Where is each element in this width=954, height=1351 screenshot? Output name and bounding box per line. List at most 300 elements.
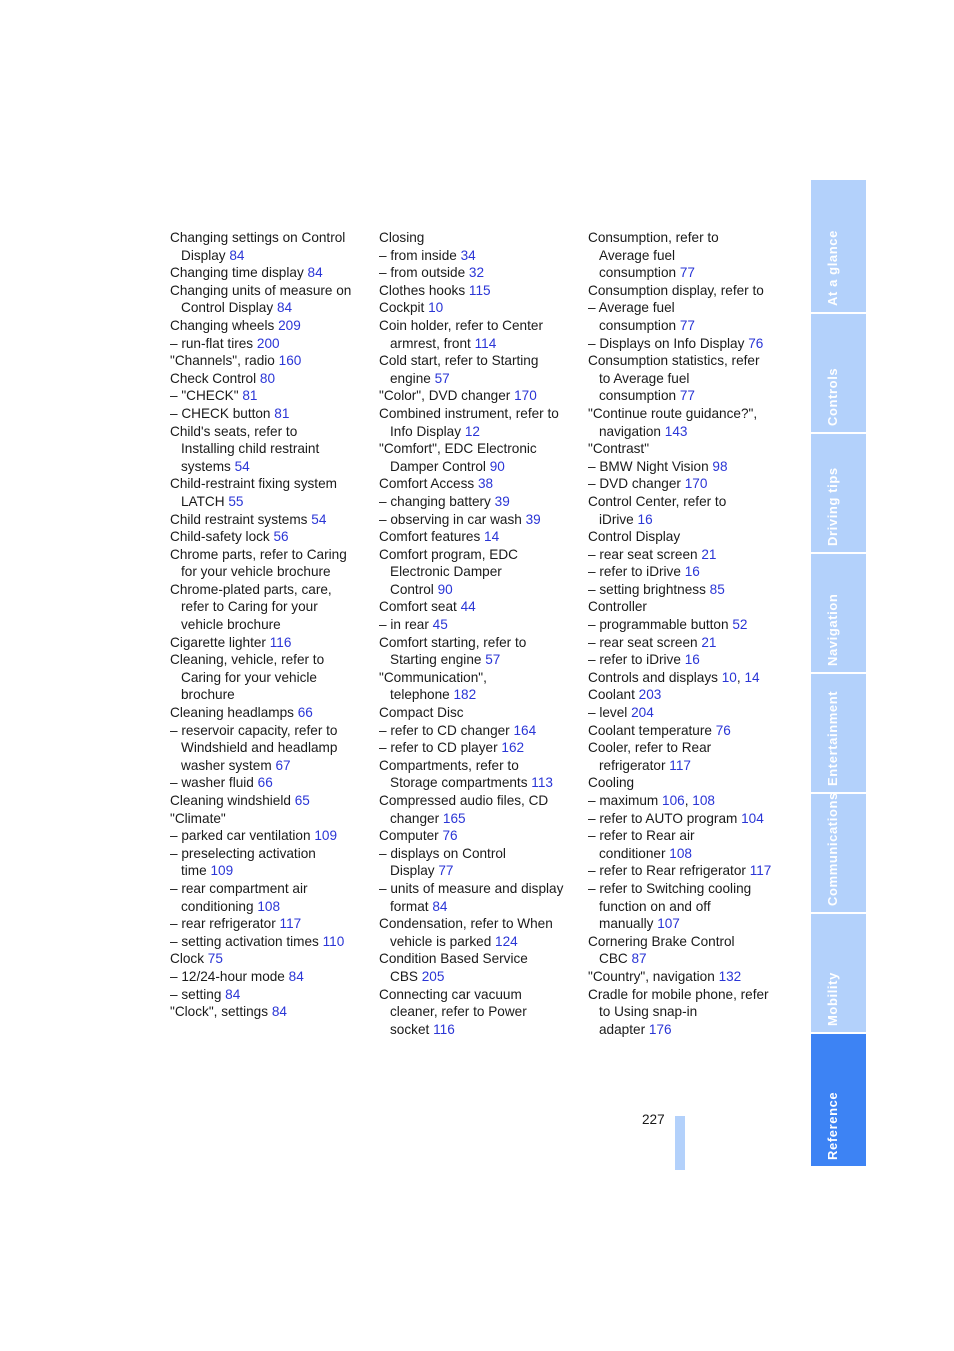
index-entry-line (379, 651, 579, 669)
index-column (379, 229, 579, 1038)
index-entry-line (379, 898, 579, 916)
page-link[interactable]: 114 (474, 335, 497, 351)
page-link[interactable]: 84 (432, 898, 448, 914)
page-link[interactable]: 44 (460, 599, 476, 615)
page-link[interactable]: 84 (225, 986, 241, 1002)
index-entry-line (379, 933, 579, 951)
index-entry-line (170, 511, 370, 529)
index-column (170, 229, 370, 1021)
index-entry-line (379, 493, 579, 511)
page-link[interactable]: 109 (314, 828, 338, 844)
page-link[interactable]: 132 (718, 968, 742, 984)
index-entry-line (170, 528, 370, 546)
index-entry (588, 405, 788, 440)
entry-text: Changing time display (170, 265, 308, 281)
index-entry-line (379, 528, 579, 546)
entry-text: – refer to Rear air (588, 828, 695, 844)
index-entry-line (588, 845, 788, 863)
entry-text: Controller (588, 599, 647, 615)
entry-text: "Comfort", EDC Electronic (379, 441, 537, 457)
entry-text: Controls and displays (588, 669, 722, 685)
entry-text: Windshield and headlamp (181, 740, 338, 756)
index-entry-line (588, 352, 788, 370)
index-entry-line (170, 563, 370, 581)
index-entry (379, 616, 579, 634)
index-entry-line (379, 827, 579, 845)
index-entry (170, 810, 370, 828)
page-link[interactable]: 77 (438, 863, 454, 879)
page-link[interactable]: 200 (256, 335, 280, 351)
index-entry (170, 335, 370, 353)
tab-label: Communications (825, 792, 840, 906)
tab-mobility[interactable] (811, 914, 866, 1034)
index-entry-line (588, 986, 788, 1004)
index-entry-line (379, 669, 579, 687)
index-entry (588, 458, 788, 476)
index-entry (170, 950, 370, 968)
entry-text: Cigarette lighter (170, 634, 270, 650)
index-entry (379, 915, 579, 950)
page-link[interactable]: 66 (257, 775, 273, 791)
entry-text: – "CHECK" (170, 388, 243, 404)
page-number: 227 (642, 1112, 665, 1127)
entry-text: Comfort features (379, 529, 485, 545)
page-link[interactable]: 85 (709, 581, 725, 597)
index-entry-line (379, 774, 579, 792)
entry-text: telephone (390, 687, 454, 703)
page-link[interactable]: 117 (749, 863, 772, 879)
entry-text: washer system (181, 757, 276, 773)
entry-text: – rear seat screen (588, 546, 702, 562)
page-link[interactable]: 81 (274, 405, 290, 421)
page-link[interactable]: 16 (684, 564, 700, 580)
index-entry-line (588, 247, 788, 265)
index-entry-line (170, 458, 370, 476)
index-entry-line (170, 810, 370, 828)
index-entry (379, 475, 579, 493)
entry-text: changer (390, 810, 443, 826)
entry-text: Check Control (170, 370, 260, 386)
entry-text: – Average fuel (588, 300, 675, 316)
page-link[interactable]: 162 (501, 740, 525, 756)
page-link[interactable]: 38 (477, 476, 494, 492)
page-link[interactable]: 209 (278, 317, 301, 333)
entry-text: Combined instrument, refer to (379, 405, 559, 421)
page-link[interactable]: 81 (242, 388, 258, 404)
index-entry (170, 423, 370, 476)
index-entry-line (170, 968, 370, 986)
entry-text: conditioner (599, 845, 670, 861)
page-link[interactable]: 90 (489, 458, 505, 474)
index-entry-line (588, 511, 788, 529)
index-entry-line (588, 774, 788, 792)
index-entry-line (588, 440, 788, 458)
page-link[interactable]: 56 (273, 529, 289, 545)
page-link[interactable]: 10 (428, 300, 444, 316)
index-entry (588, 686, 788, 704)
entry-text: – preselecting activation (170, 845, 316, 861)
entry-text: adapter (599, 1021, 649, 1037)
entry-text: Condition Based Service (379, 951, 528, 967)
index-entry-line (588, 264, 788, 282)
page-link[interactable]: 84 (276, 300, 293, 316)
index-entry-line (170, 616, 370, 634)
index-entry (588, 722, 788, 740)
page-link[interactable]: 77 (679, 265, 695, 281)
index-entry (170, 968, 370, 986)
index-entry (379, 792, 579, 827)
index-entry-line (588, 229, 788, 247)
page-link[interactable]: 84 (271, 1004, 287, 1020)
index-entry-line (170, 440, 370, 458)
index-entry-line (170, 669, 370, 687)
page-link[interactable]: 54 (311, 511, 327, 527)
entry-text: "Climate" (170, 810, 226, 826)
index-entry (170, 405, 370, 423)
page-link[interactable]: 170 (514, 388, 537, 404)
index-entry (379, 440, 579, 475)
tab-driving-tips[interactable] (811, 434, 866, 554)
index-entry (379, 229, 579, 247)
entry-text: – CHECK button (170, 405, 275, 421)
page-link[interactable]: 108 (692, 793, 715, 808)
index-entry-line (170, 686, 370, 704)
index-entry-line (379, 299, 579, 317)
page-link[interactable]: 57 (485, 652, 501, 668)
entry-text: CBC (599, 951, 632, 967)
page-link[interactable]: 76 (715, 722, 731, 738)
page-link[interactable]: 10 (721, 669, 737, 685)
index-column (588, 229, 788, 1038)
entry-text: "Clock", settings (170, 1004, 272, 1020)
index-entry-line (379, 757, 579, 775)
index-entry-line (588, 950, 788, 968)
page-link[interactable]: 117 (669, 757, 691, 773)
entry-text: Cooler, refer to Rear (588, 740, 712, 756)
index-entry-line (170, 335, 370, 353)
index-entry (170, 511, 370, 529)
index-entry-line (588, 282, 788, 300)
index-entry (588, 598, 788, 616)
entry-text: Damper Control (390, 458, 490, 474)
entry-text: Consumption display, refer to (588, 282, 764, 298)
entry-text: – rear refrigerator (170, 916, 280, 932)
entry-text: Child-restraint fixing system (170, 476, 337, 492)
page-link[interactable]: 14 (484, 529, 500, 545)
page-link[interactable]: 107 (657, 916, 680, 932)
index-entry-line (588, 528, 788, 546)
entry-text: format (390, 898, 433, 914)
index-entry-line (170, 475, 370, 493)
index-entry-line (588, 739, 788, 757)
page-link[interactable]: 65 (294, 793, 310, 808)
entry-text: Condensation, refer to When (379, 916, 553, 932)
index-entry-line (170, 546, 370, 564)
index-entry-line (379, 634, 579, 652)
page-link[interactable]: 77 (679, 388, 695, 404)
page-link[interactable]: 160 (278, 353, 302, 369)
page-link[interactable]: 104 (741, 810, 764, 826)
page-link[interactable]: 110 (322, 933, 345, 949)
entry-text: Cockpit (379, 300, 429, 316)
tab-navigation[interactable] (811, 554, 866, 674)
entry-text: – from inside (379, 247, 461, 263)
entry-text: – setting brightness (588, 581, 710, 597)
index-entry-line (170, 1003, 370, 1021)
index-entry (170, 634, 370, 652)
index-entry-line (170, 598, 370, 616)
entry-text: refrigerator (599, 757, 670, 773)
page-link[interactable]: 115 (468, 282, 491, 298)
index-entry (379, 757, 579, 792)
index-entry (379, 880, 579, 915)
entry-text: CBS (390, 968, 422, 984)
page-link[interactable]: 116 (269, 634, 292, 650)
index-entry (588, 792, 788, 810)
page-link[interactable]: 108 (669, 845, 692, 861)
entry-text: "Channels", radio (170, 353, 279, 369)
index-entry-line (588, 792, 788, 810)
entry-text: – rear compartment air (170, 880, 308, 896)
index-entry-line (588, 722, 788, 740)
page-link[interactable]: 108 (257, 898, 281, 914)
entry-text: Caring for your vehicle (181, 669, 317, 685)
entry-text: Connecting car vacuum (379, 986, 522, 1002)
page-link[interactable]: 21 (701, 546, 717, 562)
index-entry-line (379, 247, 579, 265)
entry-text: – parked car ventilation (170, 828, 315, 844)
entry-text: Display (181, 247, 230, 263)
index-entry (588, 651, 788, 669)
index-entry-line (379, 511, 579, 529)
index-entry-line (379, 581, 579, 599)
entry-text: Installing child restraint (181, 441, 320, 457)
index-entry-line (379, 475, 579, 493)
entry-text: Comfort program, EDC (379, 546, 518, 562)
page-link[interactable]: 90 (437, 581, 453, 597)
index-entry-line (170, 757, 370, 775)
page-link[interactable]: 84 (229, 247, 245, 263)
page-link[interactable]: 117 (279, 916, 302, 932)
index-entry-line (170, 581, 370, 599)
page-link[interactable]: 77 (679, 317, 695, 333)
entry-text: Control Display (181, 300, 277, 316)
index-entry (379, 704, 579, 722)
index-entry-line (588, 475, 788, 493)
page-link[interactable]: 116 (433, 1021, 455, 1037)
index-entry-line (170, 880, 370, 898)
entry-text: Cleaning headlamps (170, 705, 298, 721)
entry-text: Control (390, 581, 438, 597)
index-entry-line (170, 950, 370, 968)
page-link[interactable]: 106 (662, 793, 685, 808)
index-entry-line (170, 264, 370, 282)
index-entry-line (588, 757, 788, 775)
tab-communications[interactable] (811, 794, 866, 914)
index-entry-line (588, 493, 788, 511)
index-entry-line (170, 915, 370, 933)
index-entry-line (588, 810, 788, 828)
index-entry-line (588, 1003, 788, 1021)
page-link[interactable]: 204 (631, 705, 654, 721)
index-entry-line (588, 370, 788, 388)
index-entry-line (379, 229, 579, 247)
index-entry-line (379, 317, 579, 335)
entry-text: Consumption, refer to (588, 230, 719, 245)
index-entry (170, 845, 370, 880)
index-entry-line (170, 370, 370, 388)
entry-text: – displays on Control (379, 845, 506, 861)
index-entry-line (379, 1021, 579, 1039)
entry-text: Clothes hooks (379, 282, 469, 298)
entry-text: – refer to CD player (379, 740, 502, 756)
entry-text: – refer to Switching cooling (588, 880, 752, 896)
entry-text: Comfort seat (379, 599, 461, 615)
entry-text: Electronic Damper (390, 564, 502, 580)
index-entry (588, 563, 788, 581)
index-entry (170, 704, 370, 722)
entry-text: brochure (181, 687, 235, 703)
index-entry (379, 387, 579, 405)
entry-text: – 12/24-hour mode (170, 968, 289, 984)
index-entry (170, 880, 370, 915)
index-entry (170, 264, 370, 282)
entry-text: to Average fuel (599, 370, 690, 386)
page-link[interactable]: 182 (453, 687, 477, 703)
index-entry-line (588, 880, 788, 898)
entry-text: – units of measure and display (379, 880, 564, 896)
entry-text: – rear seat screen (588, 634, 702, 650)
entry-text: "Communication", (379, 669, 487, 685)
index-entry (170, 792, 370, 810)
entry-text: "Country", navigation (588, 968, 719, 984)
index-entry (588, 581, 788, 599)
page-link[interactable]: 66 (297, 705, 313, 721)
tab-controls[interactable] (811, 314, 866, 434)
page-link[interactable]: 203 (638, 687, 662, 703)
page-link[interactable]: 205 (421, 968, 445, 984)
index-entry (379, 669, 579, 704)
entry-text: socket (390, 1021, 434, 1037)
page-link[interactable]: 39 (494, 493, 510, 509)
index-entry (588, 862, 788, 880)
index-entry (588, 880, 788, 933)
tab-at-a-glance[interactable] (811, 180, 866, 314)
index-entry-line (379, 950, 579, 968)
index-entry-line (588, 563, 788, 581)
page-link[interactable]: 12 (464, 423, 480, 439)
index-entry (588, 704, 788, 722)
index-entry-line (170, 493, 370, 511)
page-link[interactable]: 52 (732, 617, 748, 633)
entry-text: – BMW Night Vision (588, 458, 713, 474)
page-link[interactable]: 67 (275, 757, 291, 773)
page-link[interactable]: 170 (684, 476, 708, 492)
page-link[interactable]: 32 (468, 265, 485, 281)
index-entry (170, 546, 370, 581)
index-entry-line (170, 827, 370, 845)
page-link[interactable]: 76 (748, 335, 764, 351)
index-entry (379, 950, 579, 985)
index-entry-line (170, 352, 370, 370)
index-entry (588, 352, 788, 405)
page-link[interactable]: 54 (234, 458, 250, 474)
page-link[interactable]: 84 (288, 968, 304, 984)
tab-reference[interactable] (811, 1034, 866, 1168)
page-link[interactable]: 165 (442, 810, 466, 826)
index-entry-line (379, 792, 579, 810)
index-entry-line (379, 968, 579, 986)
page-link[interactable]: 143 (664, 423, 688, 439)
page-link[interactable]: 176 (648, 1021, 672, 1037)
index-entry-line (588, 317, 788, 335)
entry-text: – level (588, 705, 632, 721)
page-link[interactable]: 76 (442, 828, 458, 844)
index-entry-line (588, 387, 788, 405)
page-link[interactable]: 113 (531, 775, 553, 791)
entry-text: – refer to iDrive (588, 564, 685, 580)
page-link[interactable]: 45 (432, 617, 448, 633)
page-link[interactable]: 57 (434, 370, 450, 386)
index-entry (588, 299, 788, 334)
entry-text: – DVD changer (588, 476, 685, 492)
page-link[interactable]: 39 (525, 511, 541, 527)
index-entry-line (170, 774, 370, 792)
page-link[interactable]: 14 (744, 669, 760, 685)
index-entry (588, 739, 788, 774)
tab-label: Driving tips (825, 467, 840, 546)
page-link[interactable]: 80 (259, 370, 276, 386)
entry-text: Cooling (588, 775, 635, 791)
index-entry-line (588, 898, 788, 916)
index-entry (170, 282, 370, 317)
index-entry-line (379, 810, 579, 828)
entry-text: Closing (379, 230, 425, 245)
index-entry-line (379, 616, 579, 634)
index-entry-line (588, 458, 788, 476)
page-link[interactable]: 84 (307, 265, 323, 281)
entry-text: armrest, front (390, 335, 475, 351)
page-link[interactable]: 98 (712, 458, 728, 474)
page-link[interactable]: 87 (631, 951, 647, 967)
index-entry-line (170, 845, 370, 863)
index-entry (379, 986, 579, 1039)
entry-text: , (736, 669, 745, 685)
entry-text: Compartments, refer to (379, 757, 519, 773)
page-link[interactable]: 34 (460, 247, 476, 263)
page-link[interactable]: 16 (684, 652, 700, 668)
tab-entertainment[interactable] (811, 674, 866, 794)
page-link[interactable]: 75 (207, 951, 223, 967)
index-entry-line (588, 704, 788, 722)
entry-text: "Continue route guidance?", (588, 405, 758, 421)
page-link[interactable]: 124 (495, 933, 518, 949)
page-link[interactable]: 164 (513, 722, 537, 738)
index-entry (379, 722, 579, 740)
index-entry (379, 528, 579, 546)
index-entry-line (588, 933, 788, 951)
page-link[interactable]: 21 (701, 634, 717, 650)
index-entry (379, 598, 579, 616)
page-link[interactable]: 109 (210, 863, 234, 879)
entry-text: – maximum (588, 793, 663, 808)
page-link[interactable]: 16 (637, 511, 653, 527)
tab-label: Controls (825, 367, 840, 426)
entry-text: – changing battery (379, 493, 495, 509)
entry-text: – run-flat tires (170, 335, 257, 351)
entry-text: engine (390, 370, 435, 386)
page-link[interactable]: 55 (228, 493, 244, 509)
